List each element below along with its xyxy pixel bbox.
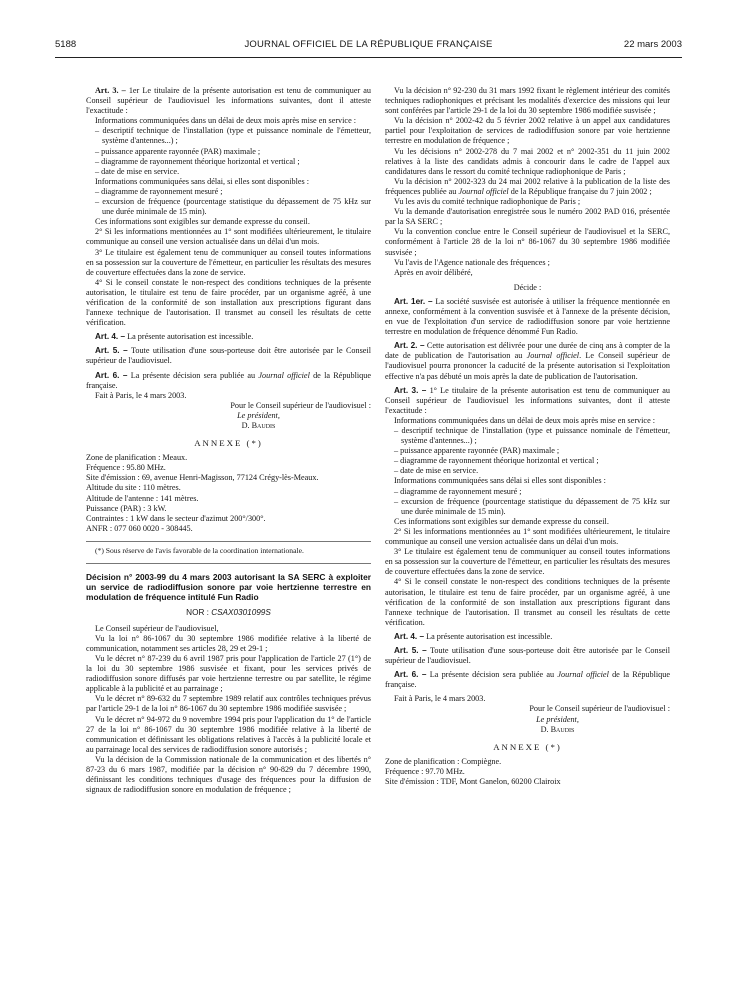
article-4: Art. 4. – La présente autorisation est incessible. bbox=[95, 332, 254, 342]
paragraph: Vu les avis du comité technique radiophonique de Paris ; bbox=[394, 197, 581, 207]
paragraph: Vu la décision n° 2002-323 du 24 mai 2002 relative à la publication de la liste des fréquences publiée au Journal officiel de la République française du 7 juin 2002 ; bbox=[385, 176, 670, 196]
paragraph: Vu la décision n° 92-230 du 31 mars 1992 fixant le règlement intérieur des comités techniques radiophoniques et précisant les modalités d'exercice des missions qui leur sont conférées par l'article 29-1 de la loi du 30 septembre 1986 modifiée susvisée ; bbox=[385, 86, 670, 116]
annexe-line: Fréquence : 97.70 MHz. bbox=[385, 766, 465, 776]
article-1: Art. 1er. – La société susvisée est autorisée à utiliser la fréquence mentionnée en annexe, conformément à la convention susvisée et à l'annexe de la présente décision, en vue de l'exploitation d'un service de radiodiffusion sonore par voie hertzienne terrestre en modulation de fréquence dénommé Fun Radio. bbox=[385, 296, 671, 337]
paragraph: Vu la décision de la Commission nationale de la communication et des libertés n° 87-23 du 6 mars 1987, modifiée par la décision n° 90-829 du 7 décembre 1990, définissant les conditions techniques d'usage des fréquences pour la diffusion de signaux de radiodiffusion sonore en modulation de fréquence ; bbox=[86, 754, 371, 795]
article-6: Art. 6. – La présente décision sera publiée au Journal officiel de la République française. bbox=[385, 670, 670, 690]
section-rule bbox=[86, 563, 371, 564]
annexe-details bbox=[86, 453, 371, 534]
article-6: Art. 6. – La présente décision sera publiée au Journal officiel de la République française. bbox=[86, 370, 371, 390]
paragraph: Informations communiquées dans un délai de deux mois après mise en service : bbox=[394, 415, 656, 425]
journal-title: JOURNAL OFFICIEL DE LA RÉPUBLIQUE FRANÇAISE bbox=[244, 39, 493, 50]
paragraph: 4° Si le conseil constate le non-respect des conditions techniques de la présente autorisation, le titulaire est tenu de faire procéder, par un organisme agréé, à une vérification de la conformité de son installation aux prescriptions figurant dans l'annexe technique de l'autorisation. Il transmet au conseil les résultats de cette vérification. bbox=[385, 577, 670, 627]
article-3: Art. 3. – 1° Le titulaire de la présente autorisation est tenu de communiquer au Conseil supérieur de l'audiovisuel les informations suivantes, dont il atteste l'exactitude : bbox=[385, 385, 671, 415]
signature-title: Le président, bbox=[536, 714, 579, 724]
list-item: – diagramme de rayonnement théorique horizontal et vertical ; bbox=[394, 456, 599, 466]
paragraph: Vu les décisions n° 2002-278 du 7 mai 2002 et n° 2002-351 du 11 juin 2002 relatives à la liste des candidats admis à concourir dans le cadre de l'appel aux candidatures dans le ressort du comité technique radiophonique de Paris ; bbox=[385, 146, 670, 176]
paragraph: Vu le décret n° 94-972 du 9 novembre 1994 pris pour l'application du 1° de l'article 27 de la loi n° 86-1067 du 30 septembre 1986 modifiée relative à la liberté de communication et définissant les obligations relatives à l'accès à la publicité locale et au parrainage local des services de radiodiffusion sonore autorisés ; bbox=[86, 714, 371, 754]
article-5: Art. 5. – Toute utilisation d'une sous-porteuse doit être autorisée par le Conseil supérieur de l'audiovisuel. bbox=[385, 645, 670, 666]
right-column bbox=[385, 86, 670, 787]
paragraph: Vu l'avis de l'Agence nationale des fréquences ; bbox=[394, 257, 550, 267]
annexe-line: Zone de planification : Compiègne. bbox=[385, 756, 502, 766]
footnote: (*) Sous réserve de l'avis favorable de la coordination internationale. bbox=[95, 545, 304, 555]
header-rule bbox=[55, 57, 682, 58]
article-4: Art. 4. – La présente autorisation est incessible. bbox=[394, 631, 553, 641]
annexe-line: Altitude du site : 110 mètres. bbox=[86, 483, 181, 493]
paragraph: Vu la demande d'autorisation enregistrée sous le numéro 2002 PAD 016, présentée par la SA SERC ; bbox=[385, 207, 670, 227]
annexe-line: Fréquence : 95.80 MHz. bbox=[86, 463, 166, 473]
paragraph: Informations communiquées sans délai, si elles sont disponibles : bbox=[95, 176, 309, 186]
list-item: – puissance apparente rayonnée (PAR) maximale ; bbox=[95, 146, 261, 156]
place-date: Fait à Paris, le 4 mars 2003. bbox=[95, 390, 187, 400]
page-header bbox=[55, 40, 682, 54]
paragraph: Après en avoir délibéré, bbox=[394, 267, 473, 277]
annexe-line: Site d'émission : 69, avenue Henri-Magisson, 77124 Crégy-lès-Meaux. bbox=[86, 473, 319, 483]
paragraph: Le Conseil supérieur de l'audiovisuel, bbox=[95, 623, 219, 633]
nor-reference: NOR : CSAX0301099S bbox=[186, 607, 271, 617]
annexe-line: Zone de planification : Meaux. bbox=[86, 453, 188, 463]
article-5: Art. 5. – Toute utilisation d'une sous-porteuse doit être autorisée par le Conseil supérieur de l'audiovisuel. bbox=[86, 346, 371, 366]
list-item: – puissance apparente rayonnée (PAR) maximale ; bbox=[394, 446, 560, 456]
paragraph: Ces informations sont exigibles sur demande expresse du conseil. bbox=[95, 217, 310, 227]
paragraph: Vu la loi n° 86-1067 du 30 septembre 1986 modifiée relative à la liberté de communication, notamment ses articles 28, 29 et 29-1 ; bbox=[86, 633, 371, 653]
article-2: Art. 2. – Cette autorisation est délivrée pour une durée de cinq ans à compter de la date de publication de l'autorisation au Journal officiel. Le Conseil supérieur de l'audiovisuel pourra prononcer la caducité de la présente autorisation si l'exploitation effective n'a pas débuté un mois après la date de publication de l'autorisation. bbox=[385, 341, 670, 381]
annexe-line: Altitude de l'antenne : 141 mètres. bbox=[86, 493, 199, 503]
paragraph: 2° Si les informations mentionnées au 1° sont modifiées ultérieurement, le titulaire communique au conseil une version actualisée dans un délai d'un mois. bbox=[86, 227, 371, 247]
annexe-details bbox=[385, 757, 670, 787]
paragraph: Vu la décision n° 2002-42 du 5 février 2002 relative à un appel aux candidatures partiel pour l'exploitation de services de radiodiffusion sonore par voie hertzienne terrestre en modulation de fréquence ; bbox=[385, 116, 670, 146]
paragraph: 2° Si les informations mentionnées au 1° sont modifiées ultérieurement, le titulaire communique au conseil une version actualisée dans un délai d'un mois. bbox=[385, 526, 670, 547]
list-item: – diagramme de rayonnement théorique horizontal et vertical ; bbox=[95, 156, 300, 166]
signature-name: D. Baudis bbox=[241, 421, 276, 430]
decide-heading: Décide : bbox=[513, 282, 542, 292]
issue-date: 22 mars 2003 bbox=[623, 39, 682, 50]
signature-title: Le président, bbox=[237, 410, 280, 420]
signature-line: Pour le Conseil supérieur de l'audiovisuel : bbox=[230, 400, 371, 410]
footnote-rule bbox=[86, 541, 371, 542]
left-column bbox=[86, 86, 371, 795]
list-item: – excursion de fréquence (pourcentage statistique du dépassement de 75 kHz sur une durée minimale de 15 min). bbox=[394, 496, 670, 516]
annexe-heading: ANNEXE (*) bbox=[194, 438, 263, 449]
paragraph: Vu la convention conclue entre le Conseil supérieur de l'audiovisuel et la SERC, conformément à l'article 28 de la loi n° 86-1067 du 30 septembre 1986 modifiée susvisée ; bbox=[385, 227, 670, 257]
place-date: Fait à Paris, le 4 mars 2003. bbox=[394, 694, 486, 704]
list-item: – descriptif technique de l'installation (type et puissance nominale de l'émetteur, système d'antennes...) ; bbox=[95, 126, 371, 146]
paragraph: 4° Si le conseil constate le non-respect des conditions techniques de la présente autorisation, le titulaire est tenu de faire procéder, par un organisme agréé, à une vérification de la conformité de son installation aux prescriptions figurant dans l'annexe technique de l'autorisation. Il transmet au conseil les résultats de cette vérification. bbox=[86, 277, 371, 328]
decision-title: Décision n° 2003-99 du 4 mars 2003 autorisant la SA SERC à exploiter un service de radiodiffusion sonore par voie hertzienne terrestre en modulation de fréquence intitulé Fun Radio bbox=[86, 572, 371, 603]
list-item: – date de mise en service. bbox=[95, 166, 180, 176]
paragraph: 3° Le titulaire est également tenu de communiquer au conseil toutes informations en sa possession sur la couverture de l'émetteur, en particulier les résultats des mesures de couverture effectuées dans la zone de service. bbox=[385, 547, 670, 577]
paragraph: Vu le décret n° 87-239 du 6 avril 1987 pris pour l'application de l'article 27 (1°) de la loi du 30 septembre 1986 susvisée et fixant, pour les services privés de radiodiffusion sonore diffusés par voie hertzienne terrestre ou par satellite, le régime applicable à la publicité et au parrainage ; bbox=[86, 654, 371, 694]
paragraph: Vu le décret n° 89-632 du 7 septembre 1989 relatif aux contrôles techniques prévus par l'article 29-1 de la loi n° 86-1067 du 30 septembre 1986 modifiée susvisée ; bbox=[86, 694, 371, 714]
page-number: 5188 bbox=[55, 39, 77, 50]
annexe-line: ANFR : 077 060 0020 - 308445. bbox=[86, 523, 193, 533]
signature-line: Pour le Conseil supérieur de l'audiovisuel : bbox=[529, 704, 670, 714]
paragraph: Ces informations sont exigibles sur demande expresse du conseil. bbox=[394, 516, 609, 526]
list-item: – diagramme de rayonnement mesuré ; bbox=[95, 186, 223, 196]
list-item: – diagramme de rayonnement mesuré ; bbox=[394, 486, 522, 496]
list-item: – descriptif technique de l'installation (type et puissance nominale de l'émetteur, système d'antennes...) ; bbox=[394, 426, 670, 446]
signature-name: D. Baudis bbox=[540, 724, 575, 734]
paragraph: Informations communiquées sans délai si elles sont disponibles : bbox=[394, 476, 606, 486]
annexe-line: Site d'émission : TDF, Mont Ganelon, 60200 Clairoix bbox=[385, 777, 561, 786]
paragraph: Informations communiquées dans un délai de deux mois après mise en service : bbox=[95, 116, 357, 126]
article-3: Art. 3. – 1er Le titulaire de la présente autorisation est tenu de communiquer au Conseil supérieur de l'audiovisuel les informations suivantes, dont il atteste l'exactitude : bbox=[86, 86, 372, 116]
annexe-line: Contraintes : 1 kW dans le secteur d'azimut 200°/300°. bbox=[86, 513, 266, 523]
annexe-heading: ANNEXE (*) bbox=[493, 741, 562, 752]
paragraph: 3° Le titulaire est également tenu de communiquer au conseil toutes informations en sa possession sur la couverture de l'émetteur, en particulier les résultats des mesures de couverture effectuées dans la zone de service. bbox=[86, 247, 371, 277]
list-item: – date de mise en service. bbox=[394, 466, 479, 476]
annexe-line: Puissance (PAR) : 3 kW. bbox=[86, 503, 167, 513]
list-item: – excursion de fréquence (pourcentage statistique du dépassement de 75 kHz sur une durée minimale de 15 min). bbox=[95, 197, 371, 217]
